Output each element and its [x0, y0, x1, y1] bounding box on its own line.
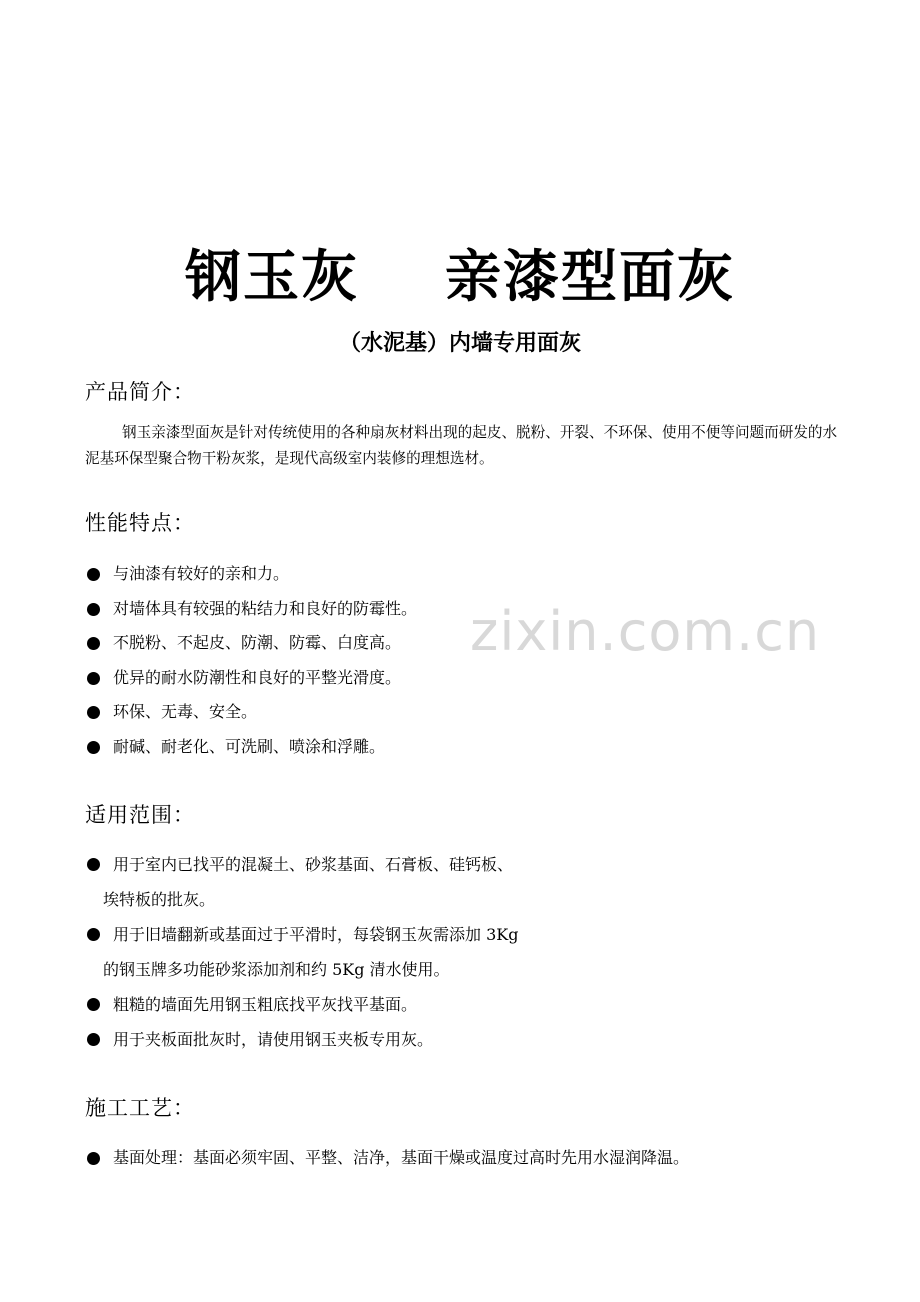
list-item-text: 优异的耐水防潮性和良好的平整光滑度。: [113, 667, 402, 687]
list-item: [85, 987, 845, 1022]
list-item: [85, 730, 845, 765]
bullet-dot-icon: [87, 603, 100, 616]
list-item-text: 环保、无毒、安全。: [113, 702, 258, 722]
document-title: 钢玉灰 亲漆型面灰: [185, 245, 735, 310]
bullet-dot-icon: [87, 1033, 100, 1046]
list-item-continuation: 的钢玉牌多功能砂浆添加剂和约 5Kg 清水使用。: [103, 960, 450, 979]
list-item-text: 耐碱、耐老化、可洗刷、喷涂和浮雕。: [113, 736, 386, 756]
bullet-dot-icon: [87, 741, 100, 754]
bullet-dot-icon: [87, 672, 100, 685]
process-list: [85, 1141, 845, 1175]
bullet-dot-icon: [87, 568, 100, 581]
list-item: [85, 557, 845, 592]
intro-heading: 产品简介：: [85, 380, 195, 404]
watermark: zixin.com.cn: [470, 600, 821, 663]
bullet-dot-icon: [87, 1152, 100, 1165]
scope-heading: 适用范围：: [85, 803, 195, 827]
list-item: [85, 592, 845, 627]
list-item-text: 用于旧墙翻新或基面过于平滑时，每袋钢玉灰需添加 3Kg: [113, 925, 519, 944]
list-item: [85, 917, 845, 987]
bullet-dot-icon: [87, 998, 100, 1011]
list-item: [85, 1022, 845, 1057]
list-item: [85, 695, 845, 730]
intro-paragraph-text: 钢玉亲漆型面灰是针对传统使用的各种扇灰材料出现的起皮、脱粉、开裂、不环保、使用不便等问题而研发的水泥基环保型聚合物干粉灰浆，是现代高级室内装修的理想选材。: [85, 424, 838, 467]
intro-paragraph: [85, 420, 845, 472]
list-item-text: 用于室内已找平的混凝土、砂浆基面、石膏板、硅钙板、: [113, 855, 514, 874]
list-item-text: 不脱粉、不起皮、防潮、防霉、白度高。: [113, 633, 402, 653]
scope-list: [85, 847, 845, 1057]
bullet-dot-icon: [87, 637, 100, 650]
features-heading: 性能特点：: [85, 511, 195, 535]
list-item-text: 对墙体具有较强的粘结力和良好的防霉性。: [113, 598, 418, 618]
bullet-dot-icon: [87, 928, 100, 941]
bullet-dot-icon: [87, 858, 100, 871]
list-item: [85, 626, 845, 661]
list-item-text: 与油漆有较好的亲和力。: [113, 564, 290, 583]
list-item-text: 粗糙的墙面先用钢玉粗底找平灰找平基面。: [113, 995, 418, 1014]
bullet-dot-icon: [87, 706, 100, 719]
list-item-text: 基面处理：基面必须牢固、平整、洁净，基面干燥或温度过高时先用水湿润降温。: [113, 1148, 690, 1167]
list-item: [85, 847, 845, 917]
list-item-text: 用于夹板面批灰时，请使用钢玉夹板专用灰。: [113, 1030, 434, 1049]
list-item: [85, 661, 845, 696]
process-heading: 施工工艺：: [85, 1096, 195, 1120]
document-subtitle: （水泥基）内墙专用面灰: [338, 331, 581, 356]
list-item: [85, 1141, 845, 1175]
features-list: [85, 557, 845, 765]
list-item-continuation: 埃特板的批灰。: [103, 890, 216, 909]
